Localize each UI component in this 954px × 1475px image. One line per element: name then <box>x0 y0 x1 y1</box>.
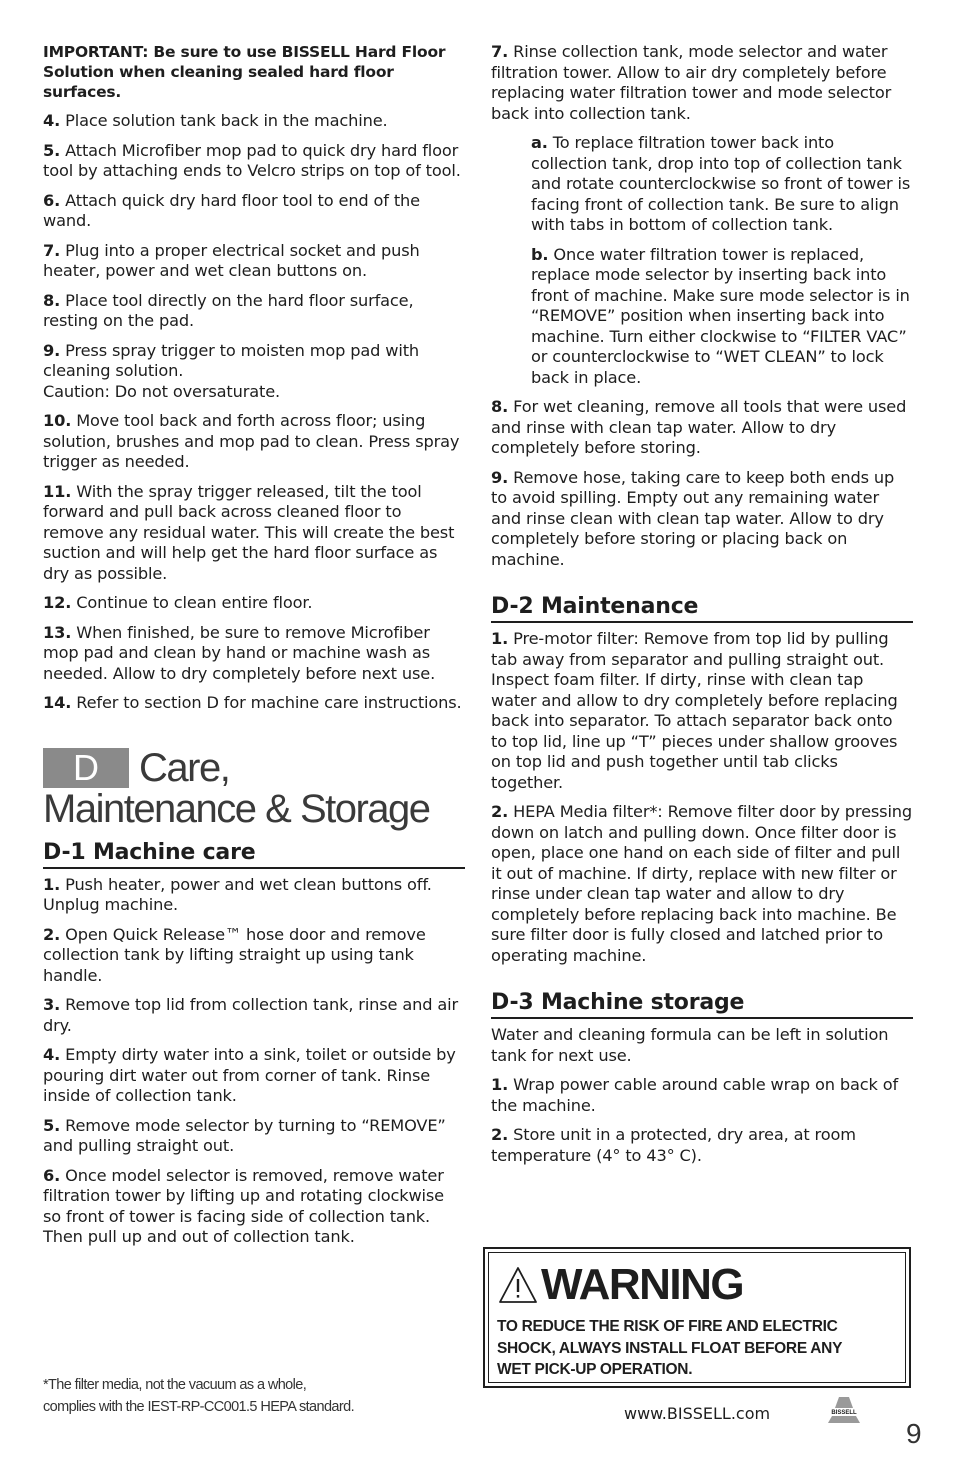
svg-text:BISSELL: BISSELL <box>831 1410 857 1416</box>
footnote-line-2: complies with the IEST-RP-CC001.5 HEPA standard. <box>43 1399 355 1415</box>
step-item: 12. Continue to clean entire floor. <box>43 593 313 612</box>
step-item: 6. Once model selector is removed, remove water filtration tower by lifting up and rotating clockwise so front of tower is facing side of collection tank. Then pull up and out of collection tank. <box>43 1165 444 1246</box>
step-item: 2. Store unit in a protected, dry area, at room temperature (4° to 43° C). <box>491 1125 856 1165</box>
step-item: 1. Pre-motor filter: Remove from top lid by pulling tab away from separator and pulling straight out. Inspect foam filter. If dirty, rinse with clean tap water and allow to dry completely before replacing back into separator. To attach separator back onto to top lid, line up “T” pieces under shallow grooves on top lid and push together until tab clicks together. <box>491 629 898 792</box>
footnote-line-1: *The filter media, not the vacuum as a whole, <box>43 1377 307 1393</box>
warning-box <box>483 1247 911 1388</box>
step-item: 1. Wrap power cable around cable wrap on back of the machine. <box>491 1075 899 1115</box>
website-link[interactable]: www.BISSELL.com <box>624 1404 771 1423</box>
step-item: 8. Place tool directly on the hard floor surface, resting on the pad. <box>43 290 414 330</box>
step-list <box>43 111 465 714</box>
step-item: 3. Remove top lid from collection tank, rinse and air dry. <box>43 995 458 1035</box>
d3-intro: Water and cleaning formula can be left in solution tank for next use. <box>491 1025 889 1065</box>
step-item: 5. Remove mode selector by turning to “REMOVE” and pulling straight out. <box>43 1115 446 1155</box>
step-item: 4. Place solution tank back in the machine. <box>43 111 388 130</box>
warning-triangle-icon <box>497 1265 539 1305</box>
step-item: 5. Attach Microfiber mop pad to quick dry hard floor tool by attaching ends to Velcro strips on top of tool. <box>43 140 461 180</box>
left-column <box>43 42 465 1257</box>
page-number: 9 <box>906 1418 922 1449</box>
step-item: 11. With the spray trigger released, tilt the tool forward and pull back across cleaned floor to remove any residual water. This will create the best suction and will help get the hard floor surface as dry as possible. <box>43 481 455 583</box>
step-item: 9. Remove hose, taking care to keep both ends up to avoid spilling. Empty out any remaining water and rinse clean with clean tap water. Allow to dry completely before storing or placing back on machine. <box>491 467 895 569</box>
step-item: 9. Press spray trigger to moisten mop pad with cleaning solution. Caution: Do not oversaturate. <box>43 340 420 401</box>
step-item: 13. When finished, be sure to remove Microfiber mop pad and clean by hand or machine wash as needed. Allow to dry completely before next use. <box>43 622 436 683</box>
d1-step-list <box>43 875 465 1248</box>
step-item: 8. For wet cleaning, remove all tools that were used and rinse with clean tap water. Allow to dry completely before storing. <box>491 397 907 457</box>
section-title <box>43 745 465 831</box>
section-title-line-2: Maintenance & Storage <box>43 786 430 831</box>
step-item: 14. Refer to section D for machine care instructions. <box>43 693 462 712</box>
d3-heading: D-3 Machine storage <box>491 990 913 1019</box>
substep-item: b. Once water filtration tower is replaced, replace mode selector by inserting back into front of machine. Make sure mode selector is in “REMOVE” position when inserting back into machine. Turn either clockwise to “FILTER VAC” or counterclockwise to “WET CLEAN” to lock back in place. <box>531 244 910 387</box>
d1-heading: D-1 Machine care <box>43 840 465 869</box>
step-item: 4. Empty dirty water into a sink, toilet or outside by pouring dirt water out from corner of tank. Rinse inside of collection tank. <box>43 1045 456 1105</box>
bissell-logo <box>820 1396 868 1424</box>
warning-heading: WARNING <box>541 1260 744 1309</box>
step-item: 2. Open Quick Release™ hose door and remove collection tank by lifting straight up using tank handle. <box>43 924 426 985</box>
footnote <box>43 1374 463 1418</box>
step-item: 6. Attach quick dry hard floor tool to end of the wand. <box>43 190 420 230</box>
caution-text: Caution: Do not oversaturate. <box>43 381 280 401</box>
section-letter-badge: D <box>43 748 129 788</box>
step-item: 10. Move tool back and forth across floor; using solution, brushes and mop pad to clean. Press spray trigger as needed. <box>43 411 460 471</box>
important-note: IMPORTANT: Be sure to use BISSELL Hard Floor Solution when cleaning sealed hard floor surfaces. <box>43 43 446 101</box>
right-column <box>491 42 913 1175</box>
section-title-line-1: Care, <box>139 745 230 790</box>
step-item: 7. Rinse collection tank, mode selector and water filtration tower. Allow to air dry completely before replacing water filtration tower and mode selector back into collection tank. <box>491 42 892 123</box>
step-item: 1. Push heater, power and wet clean buttons off. Unplug machine. <box>43 874 432 914</box>
step-item: 2. HEPA Media filter*: Remove filter door by pressing down on latch and pulling down. Once filter door is open, place one hand on each side of filter and pull it out of machine. If dirty, replace with new filter or rinse under clean tap water and allow to dry completely before replacing back into machine. Be sure filter door is fully closed and latched prior to operating machine. <box>491 802 913 965</box>
d2-heading: D-2 Maintenance <box>491 594 913 623</box>
substep-item: a. To replace filtration tower back into collection tank, drop into top of collection tank and rotate counterclockwise so front of tower is facing front of collection tank. Be sure to align with tabs in bottom of collection tank. <box>531 133 911 234</box>
warning-text: TO REDUCE THE RISK OF FIRE AND ELECTRIC SHOCK, ALWAYS INSTALL FLOAT BEFORE ANY WET PICK-UP OPERATION. <box>497 1318 842 1378</box>
step-item: 7. Plug into a proper electrical socket and push heater, power and wet clean buttons on. <box>43 240 420 280</box>
